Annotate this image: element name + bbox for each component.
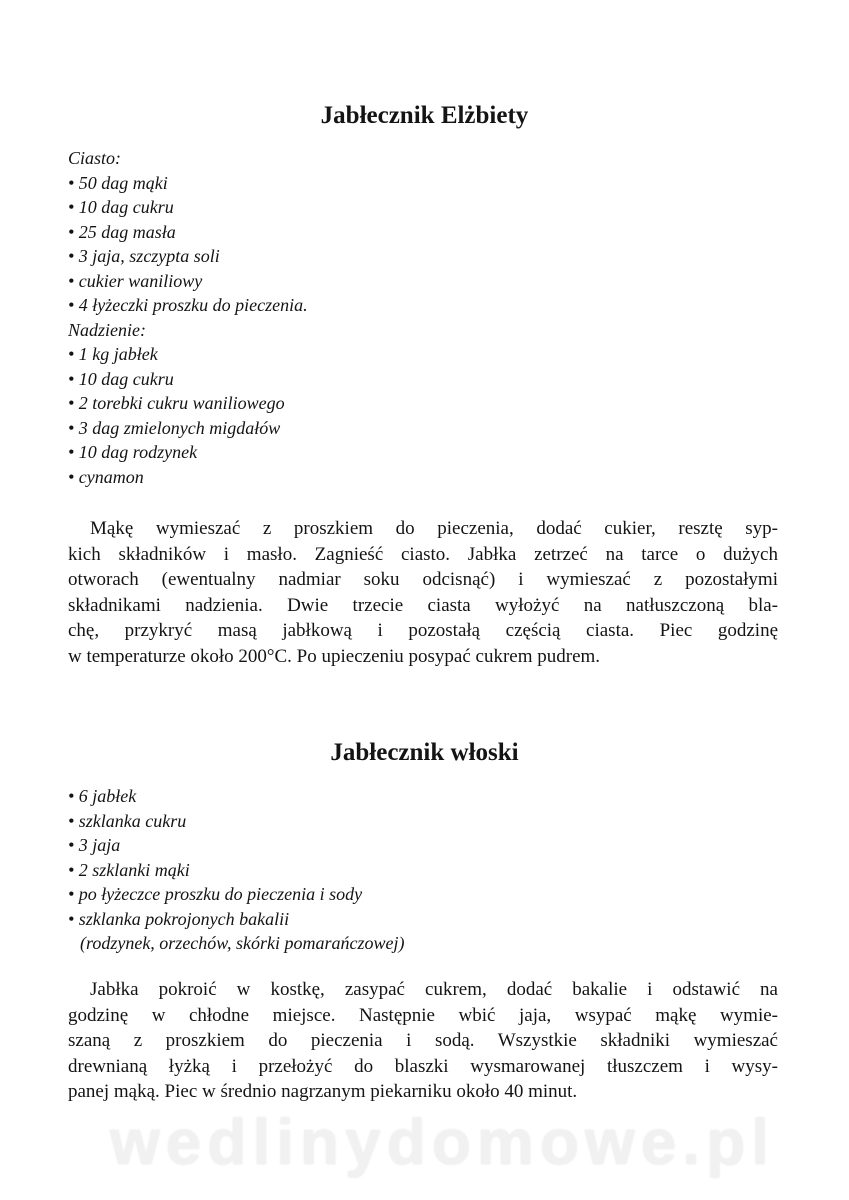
paragraph-line: chę, przykryć masą jabłkową i pozostałą częścią ciasta. Piec godzinę bbox=[68, 620, 778, 641]
paragraph-line: drewnianą łyżką i przełożyć do blaszki wysmarowanej tłuszczem i wysy- bbox=[68, 1055, 778, 1077]
ingredient-line: Nadzienie: bbox=[68, 319, 146, 340]
ingredient-line: • 10 dag cukru bbox=[68, 197, 174, 217]
recipe1-title: Jabłecznik Elżbiety bbox=[320, 102, 529, 129]
recipe2-title: Jabłecznik włoski bbox=[330, 739, 519, 766]
ingredient-line: • 1 kg jabłek bbox=[68, 344, 158, 364]
ingredient-line: • 50 dag mąki bbox=[68, 172, 168, 193]
paragraph-line: w temperaturze około 200°C. Po upieczeniu posypać cukrem pudrem. bbox=[68, 645, 601, 667]
recipe2-instructions bbox=[68, 977, 778, 1105]
paragraph-line: panej mąką. Piec w średnio nagrzanym piekarniku około 40 minut. bbox=[68, 1081, 578, 1102]
paragraph-line: składnikami nadzienia. Dwie trzecie ciasta wyłożyć na natłuszczoną bla- bbox=[68, 594, 778, 616]
ingredient-line: • 4 łyżeczki proszku do pieczenia. bbox=[68, 295, 308, 315]
watermark: wedlinydomowe.pl bbox=[110, 1106, 775, 1178]
ingredient-line: • 10 dag cukru bbox=[68, 368, 174, 389]
paragraph-line: Jabłka pokroić w kostkę, zasypać cukrem, dodać bakalie i odstawić na bbox=[90, 979, 778, 1000]
ingredient-line: • 2 torebki cukru waniliowego bbox=[68, 393, 285, 413]
paragraph-line: Mąkę wymieszać z proszkiem do pieczenia, dodać cukier, resztę syp- bbox=[90, 518, 778, 539]
paragraph-line: kich składników i masło. Zagnieść ciasto. Jabłka zetrzeć na tarce o dużych bbox=[68, 543, 778, 565]
ingredient-line: • 10 dag rodzynek bbox=[68, 442, 198, 462]
paragraph-line: szaną z proszkiem do pieczenia i sodą. Wszystkie składniki wymieszać bbox=[68, 1030, 778, 1051]
ingredient-line: • cynamon bbox=[68, 466, 144, 487]
ingredient-line: • 3 jaja bbox=[68, 835, 121, 855]
paragraph-line: godzinę w chłodne miejsce. Następnie wbić jaja, wsypać mąkę wymie- bbox=[68, 1004, 778, 1026]
ingredient-line: • 6 jabłek bbox=[68, 786, 137, 806]
recipe1-ingredients bbox=[68, 146, 308, 489]
ingredient-line: Ciasto: bbox=[68, 148, 122, 168]
ingredient-line: • 2 szklanki mąki bbox=[68, 859, 190, 880]
ingredient-line: • szklanka pokrojonych bakalii bbox=[68, 908, 290, 929]
ingredient-line: • 3 jaja, szczypta soli bbox=[68, 246, 220, 266]
ingredient-line: • 25 dag masła bbox=[68, 221, 176, 242]
ingredient-line: • cukier waniliowy bbox=[68, 270, 203, 291]
recipe2-ingredients bbox=[68, 784, 404, 956]
ingredient-line: • szklanka cukru bbox=[68, 810, 187, 831]
recipe1-instructions bbox=[68, 516, 778, 669]
ingredient-line: (rodzynek, orzechów, skórki pomarańczowej) bbox=[80, 933, 405, 953]
paragraph-line: otworach (ewentualny nadmiar soku odcisnąć) i wymieszać z pozostałymi bbox=[68, 569, 778, 590]
ingredient-line: • po łyżeczce proszku do pieczenia i sody bbox=[68, 884, 363, 904]
ingredient-line: • 3 dag zmielonych migdałów bbox=[68, 417, 281, 438]
